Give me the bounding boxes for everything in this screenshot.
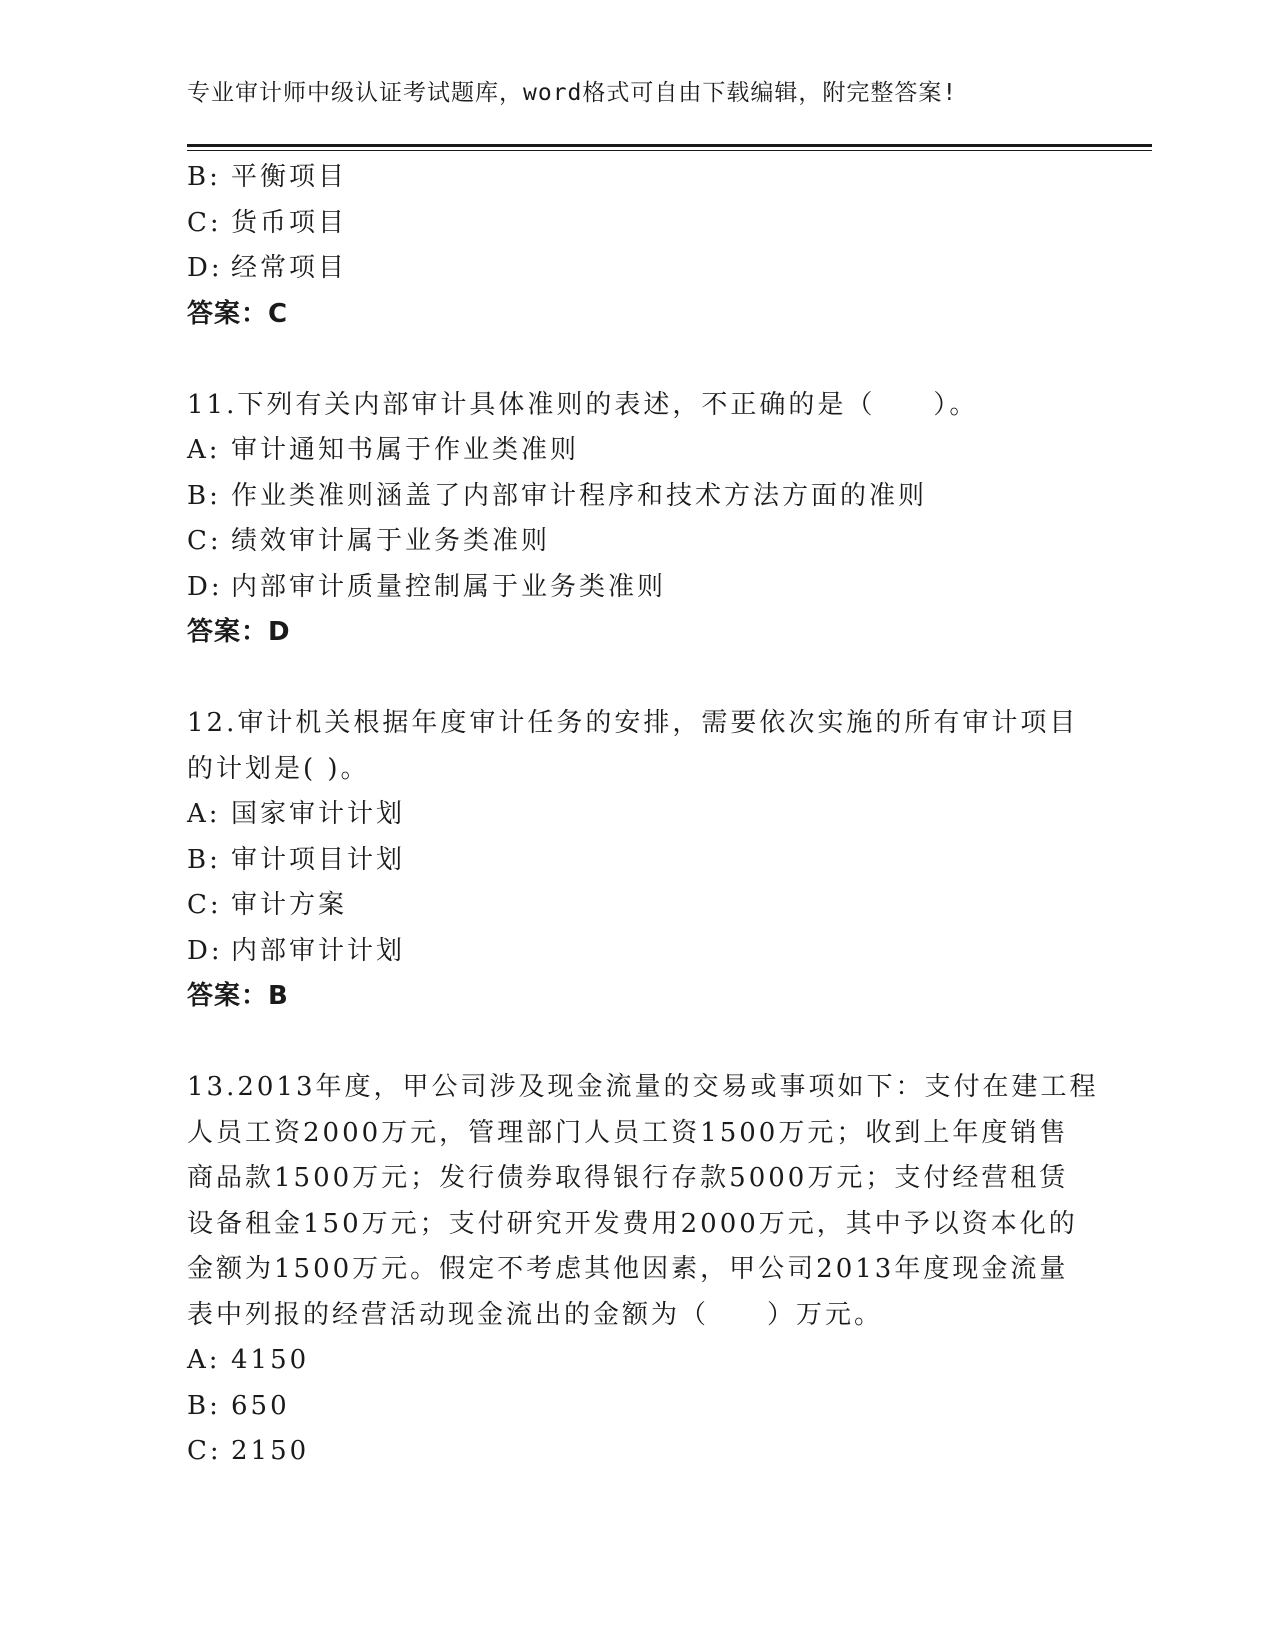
question-stem-line: 商品款1500万元；发行债券取得银行存款5000万元；支付经营租赁 [187,1163,1069,1193]
question-list [187,155,1099,1475]
option-c: C: 绩效审计属于业务类准则 [187,526,551,556]
answer: 答案：B [187,981,289,1011]
answer: 答案：D [187,617,291,647]
spacer [187,656,1087,702]
option-c: C: 审计方案 [187,890,348,920]
header-rule-thick [187,144,1152,147]
spacer [187,337,1087,383]
option-b: B: 650 [187,1390,290,1421]
question-stem-line: 表中列报的经营活动现金流出的金额为（ ）万元。 [187,1299,884,1330]
option-a: A: 国家审计计划 [187,799,406,829]
question-stem-line: 设备租金150万元；支付研究开发费用2000万元，其中予以资本化的 [187,1208,1078,1239]
option-d: D: 内部审计质量控制属于业务类准则 [187,571,667,602]
question-13 [187,1065,1099,1475]
question-stem-line: 金额为1500万元。假定不考虑其他因素，甲公司2013年度现金流量 [187,1254,1069,1284]
question-10-tail [187,155,1087,337]
option-b: B: 作业类准则涵盖了内部审计程序和技术方法方面的准则 [187,480,928,511]
question-stem-line: 的计划是( )。 [187,753,370,784]
option-d: D: 内部审计计划 [187,935,406,966]
answer: 答案：C [187,298,289,329]
option-b: B: 平衡项目 [187,162,348,192]
option-a: A: 4150 [187,1345,310,1375]
spacer [187,1020,1087,1066]
option-c: C: 2150 [187,1436,310,1466]
option-a: A: 审计通知书属于作业类准则 [187,435,580,465]
question-11 [187,383,1087,656]
header-rule-thin [187,150,1152,151]
option-c: C: 货币项目 [187,207,348,238]
page-header: 专业审计师中级认证考试题库，word格式可自由下载编辑，附完整答案! [187,80,958,106]
question-stem: 11.下列有关内部审计具体准则的表述，不正确的是（ ）。 [187,389,979,420]
question-stem-line: 12.审计机关根据年度审计任务的安排，需要依次实施的所有审计项目 [187,708,1079,738]
option-d: D: 经常项目 [187,253,348,283]
question-stem-line: 13.2013年度，甲公司涉及现金流量的交易或事项如下：支付在建工程 [187,1072,1099,1102]
question-stem-line: 人员工资2000万元，管理部门人员工资1500万元；收到上年度销售 [187,1117,1069,1148]
option-b: B: 审计项目计划 [187,844,406,875]
question-12 [187,701,1087,1020]
